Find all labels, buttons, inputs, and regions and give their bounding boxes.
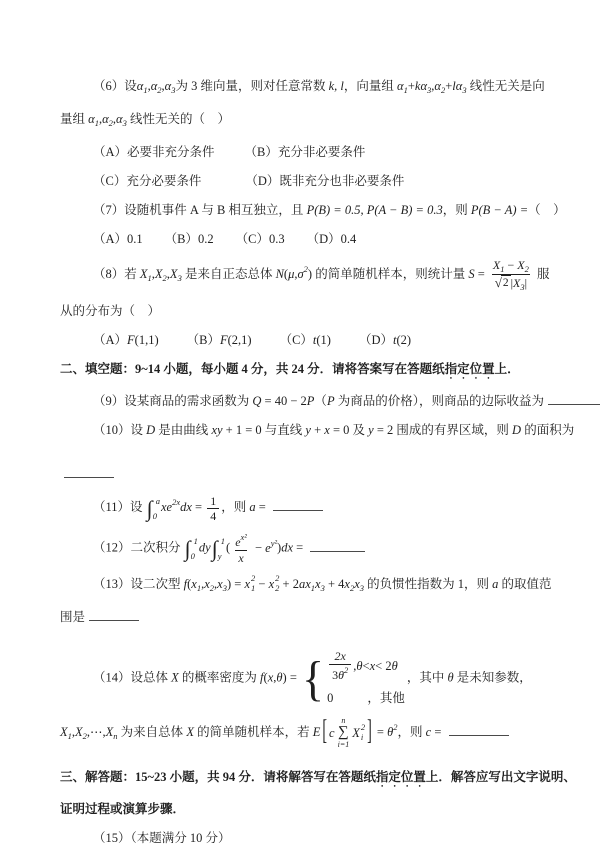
text: , (112, 112, 117, 126)
text: 为来自总体 (117, 724, 187, 739)
math-subscripted: $\alpha_2$ (150, 79, 162, 95)
math-var: P(B) = 0.5, P(A − B) = 0.3 (306, 203, 443, 217)
q15-line (60, 828, 574, 848)
math-subscripted: $x_1$ (191, 577, 202, 594)
text: , (294, 267, 298, 282)
text: （D） (358, 333, 393, 348)
text: （6）设 (93, 79, 137, 93)
math-var: θ (391, 658, 398, 673)
q13-line-2 (60, 607, 574, 627)
text: + 2 (279, 577, 299, 592)
square-root: √ 2 (494, 275, 509, 291)
text: 是来自正态总体 (181, 267, 276, 282)
text: （13）设二次型 (93, 577, 184, 592)
math-subscripted: $X_n$ (105, 724, 118, 741)
math-var: k, l (328, 79, 344, 93)
math-var: X (186, 724, 194, 739)
math-var: y (305, 423, 311, 438)
math-subscripted: $X_2$ (517, 258, 529, 274)
math-subscripted: $x_3$ (354, 577, 365, 594)
q14-line-1 (60, 649, 574, 708)
text: 上． (494, 362, 520, 377)
math-subscripted: $X_2$ (154, 267, 167, 284)
math-subscripted: $x_1$ (305, 577, 316, 594)
text: （B）0.2 (164, 232, 214, 246)
math-fraction (329, 649, 351, 682)
text: 0 (327, 690, 334, 705)
text: （B）充分非必要条件 (244, 145, 366, 159)
piecewise-case (327, 649, 405, 682)
math-fraction (232, 532, 250, 565)
math-var: xy (211, 423, 223, 438)
piecewise-case (327, 688, 405, 708)
text: , (201, 577, 205, 592)
math-var: P(B − A) = (470, 203, 529, 217)
q6-line-2 (60, 109, 574, 133)
integral-sign: ∫ 1 0 (184, 535, 198, 562)
text: 上．解答应写出文字说明、 (425, 769, 576, 784)
text: , (431, 79, 435, 93)
q7-options (60, 229, 574, 249)
text: （D）0.4 (306, 232, 357, 246)
text: + (407, 79, 415, 93)
answer-blank (89, 607, 139, 621)
math-var: P (306, 394, 315, 409)
math-var: c (425, 724, 432, 739)
big-brackets: [ c n ∑ i=1 X 2 i ] (322, 716, 372, 749)
emphasized-text: 指定位置 (375, 769, 426, 784)
math-var: Q (252, 394, 262, 409)
text: 服 (533, 267, 550, 282)
text: 量组 (60, 112, 89, 126)
answer-blank (548, 391, 600, 405)
text: , (353, 658, 357, 673)
math-var: θ (447, 670, 454, 685)
text: = (431, 724, 445, 739)
text: （12）二次积分 (93, 540, 184, 555)
math-subscripted: $X_1$ (492, 258, 505, 274)
math-superscripted: $\theta^2$ (387, 721, 398, 739)
math-var: k (414, 79, 421, 93)
text: 围是 (60, 610, 86, 625)
math-superscripted: $e^{y^2}$ (265, 537, 278, 555)
text: （9）设某商品的需求函数为 (93, 394, 253, 409)
text: ( (226, 540, 231, 555)
text: = (474, 267, 488, 282)
piecewise-function: { $\frac{2x}{3\theta^2}$ , θ < x < 2 θ 0 ，其他 (302, 649, 405, 708)
text: , (147, 79, 151, 93)
text: , (273, 670, 277, 685)
text: = (373, 724, 388, 739)
q10-line-1 (60, 420, 574, 440)
text: 证明过程或演算步骤． (60, 801, 186, 816)
math-subscripted: $X_3$ (513, 276, 525, 293)
text: − (255, 577, 269, 592)
math-subscripted: $x_2$ (344, 577, 355, 594)
q8-line-1 (60, 258, 574, 292)
text: 为商品的价格），则商品的边际收益为 (334, 394, 544, 409)
math-var: dx (180, 500, 192, 515)
text: ,⋯, (86, 724, 106, 739)
text: 线性无关的（ ） (126, 112, 230, 126)
math-var: dx (281, 540, 294, 555)
math-var: y (368, 423, 374, 438)
text: | (524, 276, 528, 291)
text: , (98, 112, 103, 126)
text: < (362, 658, 370, 673)
text: , (161, 79, 165, 93)
math-var: F (127, 333, 135, 348)
math-var: D (146, 423, 156, 438)
q6-options-cd (60, 171, 574, 191)
text: ( (187, 577, 192, 592)
math-sub-sup: X 2 i (352, 722, 366, 743)
math-var: a (298, 577, 306, 592)
math-subscripted: $\alpha_3$ (164, 79, 176, 95)
text: （A） (93, 333, 128, 348)
text: （7）设随机事件 A 与 B 相互独立，且 (93, 203, 307, 217)
text: （A）必要非充分条件 (93, 145, 215, 159)
text: = 2 围成的有界区域，则 (373, 423, 513, 438)
text: ，向量组 (343, 79, 398, 93)
math-var: P (326, 394, 335, 409)
text: ) (277, 540, 282, 555)
text: = 0 及 (329, 423, 369, 438)
math-var: t (312, 333, 317, 348)
math-subscripted: $\alpha_2$ (102, 112, 113, 128)
text: | (510, 276, 514, 291)
text: （15）（本题满分 10 分） (93, 830, 231, 845)
math-subscripted: $X_3$ (169, 267, 182, 284)
math-superscripted: $\sigma^2$ (297, 264, 308, 282)
math-var: θ (356, 658, 363, 673)
text: 二、填空题：9~14 小题，每小题 4 分，共 24 分．请将答案写在答题纸 (60, 362, 445, 377)
text: − (504, 258, 518, 272)
math-var: c (329, 726, 335, 741)
answer-blank (273, 497, 323, 511)
math-superscripted: $\theta^2$ (338, 664, 349, 682)
math-var: X (171, 670, 179, 685)
text: （ ） (528, 203, 566, 217)
text: = (293, 540, 307, 555)
q6-options-ab (60, 142, 574, 162)
text: ( (263, 670, 268, 685)
text: ( (283, 267, 289, 282)
text: （D）既非充分也非必要条件 (245, 174, 405, 188)
q14-line-2 (60, 717, 574, 749)
q7-line-1 (60, 200, 574, 220)
section3-heading-line-2 (60, 799, 574, 819)
text: （B） (186, 333, 220, 348)
q9-line (60, 391, 574, 411)
text: （ (314, 394, 327, 409)
text: 的简单随机样本，若 (193, 724, 313, 739)
math-subscripted: $x_3$ (315, 577, 325, 594)
math-subscripted: $\alpha_1$ (136, 79, 148, 95)
emphasized-text: 指定位置 (444, 362, 495, 377)
section3-heading-line-1 (60, 767, 574, 790)
text: 从的分布为（ ） (60, 304, 161, 319)
math-var: a (249, 500, 256, 515)
text: （10）设 (93, 423, 147, 438)
math-superscripted: $xe^{2x}$ (160, 497, 181, 515)
text: (2) (396, 333, 412, 348)
math-var: S (468, 267, 475, 282)
integral-sign: ∫ a 0 (146, 495, 160, 521)
math-subscripted: $x_3$ (217, 577, 227, 594)
math-var: x (324, 423, 330, 438)
text: < 2 (375, 658, 392, 673)
text: 4 (210, 509, 217, 523)
text: (1) (316, 333, 331, 348)
text: 线性无关是向 (466, 79, 545, 93)
text: （C）充分必要条件 (93, 174, 202, 188)
math-var: E (312, 724, 321, 739)
math-var: F (219, 333, 228, 348)
math-var: x (369, 658, 376, 673)
text: = (191, 500, 206, 515)
q11-line (60, 492, 574, 523)
math-subscripted: $\alpha_2$ (434, 79, 446, 95)
text: 的概率密度为 (178, 670, 261, 685)
text: ) = (226, 577, 245, 592)
integral-sign: ∫ 1 y (211, 535, 226, 562)
text: + 1 = 0 与直线 (222, 423, 306, 438)
math-subscripted: $X_2$ (75, 724, 87, 741)
math-subscripted: $\alpha_3$ (116, 112, 127, 128)
math-var: t (393, 333, 397, 348)
text: 三、解答题：15~23 小题，共 94 分．请将解答写在答题纸 (60, 769, 376, 784)
math-subscripted: $x_2$ (204, 577, 215, 594)
text: + (310, 423, 325, 438)
math-var: f (260, 670, 264, 685)
text: （11）设 (93, 500, 146, 515)
math-var: x (238, 550, 244, 565)
text: 的负惯性指数为 1，则 (364, 577, 493, 592)
text: （C） (279, 333, 313, 348)
text: + 4 (324, 577, 345, 592)
math-subscripted: $X_1$ (60, 724, 72, 741)
text: 的面积为 (521, 423, 575, 438)
math-var: x (267, 670, 274, 685)
text: ，则 (397, 724, 426, 739)
text: ) 的简单随机样本，则统计量 (307, 267, 469, 282)
q6-line-1 (60, 76, 574, 100)
text: ，其他 (367, 690, 405, 705)
q12-line (60, 532, 574, 565)
math-var: 2x (334, 649, 346, 664)
math-var: μ (288, 267, 295, 282)
text: (1,1) (134, 333, 159, 348)
text: , (214, 577, 218, 592)
math-var: θ (276, 670, 283, 685)
math-subscripted: $\alpha_1$ (397, 79, 408, 95)
q13-line-1 (60, 574, 574, 598)
text: 1 (210, 493, 217, 508)
answer-blank (449, 722, 509, 736)
text: ，则 (442, 203, 471, 217)
text: （A）0.1 (93, 232, 143, 246)
q10-answer-blank-line (60, 464, 574, 484)
text: = (255, 500, 269, 515)
math-var: f (183, 577, 188, 592)
text: , (166, 267, 170, 282)
text: − (251, 540, 266, 555)
text: （C）0.3 (235, 232, 285, 246)
math-var: dy (198, 540, 211, 555)
text: 3 (332, 667, 339, 682)
q8-options (60, 330, 574, 350)
math-subscripted: $X_1$ (139, 267, 152, 284)
text: , (71, 724, 76, 739)
text: 是由曲线 (155, 423, 212, 438)
text: , (151, 267, 155, 282)
math-var: N (275, 267, 284, 282)
text: ，其中 (406, 670, 448, 685)
q8-line-2 (60, 301, 574, 321)
section2-heading (60, 359, 574, 382)
text: + (445, 79, 453, 93)
text: = 40 − 2 (261, 394, 307, 409)
text: (2,1) (227, 333, 252, 348)
text: （14）设总体 (93, 670, 172, 685)
text: 是未知参数， (453, 670, 532, 685)
math-var: l (452, 79, 456, 93)
math-subscripted: $\alpha_3$ (420, 79, 432, 95)
math-subscripted: $\alpha_3$ (455, 79, 467, 95)
math-sub-sup: x 2 1 (244, 573, 256, 594)
math-fraction (490, 258, 532, 292)
summation-sign: n ∑ i=1 (337, 716, 350, 749)
math-var: a (492, 577, 499, 592)
answer-blank (64, 464, 114, 478)
text: 为 3 维向量，则对任意常数 (175, 79, 329, 93)
text: ，则 (221, 500, 250, 515)
math-fraction (207, 494, 219, 524)
text: （8）若 (93, 267, 140, 282)
text: 的取值范 (498, 577, 552, 592)
math-var: D (512, 423, 522, 438)
math-sub-sup: x 2 2 (268, 573, 280, 594)
math-superscripted: $e^{x^2}$ (235, 532, 247, 550)
text: ) = (282, 670, 300, 685)
answer-blank (310, 538, 365, 552)
math-subscripted: $\alpha_1$ (88, 112, 99, 128)
